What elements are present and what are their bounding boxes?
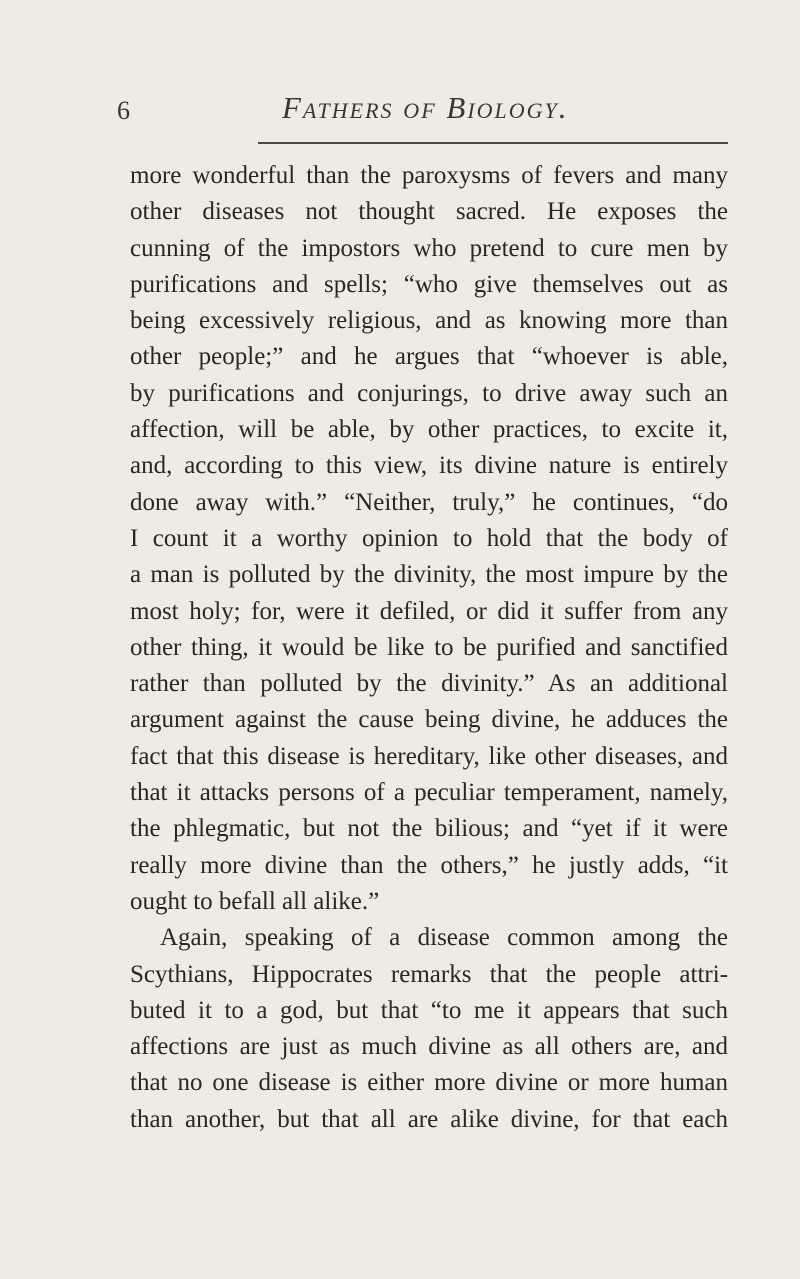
text-line: cunning of the impostors who pretend to cure men by	[130, 234, 728, 262]
text-line: most holy; for, were it defiled, or did it suffer from any	[130, 597, 728, 625]
body-text	[130, 158, 728, 1138]
text-line: purifications and spells; “who give themselves out as	[130, 270, 728, 298]
text-line: and, according to this view, its divine nature is entirely	[130, 452, 728, 480]
text-line: more wonderful than the paroxysms of fevers and many	[130, 162, 728, 189]
text-line: affection, will be able, by other practices, to excite it,	[130, 416, 728, 444]
text-line: that no one disease is either more divine or more human	[130, 1069, 728, 1097]
text-line: I count it a worthy opinion to hold that the body of	[130, 524, 728, 552]
text-line: the phlegmatic, but not the bilious; and “yet if it were	[130, 815, 728, 843]
text-line: that it attacks persons of a peculiar temperament, namely,	[130, 779, 728, 807]
text-line: Scythians, Hippocrates remarks that the people attri-	[130, 960, 728, 988]
running-head	[0, 88, 800, 128]
text-line: fact that this disease is hereditary, like other diseases, and	[130, 742, 728, 770]
text-line: done away with.” “Neither, truly,” he continues, “do	[130, 488, 728, 516]
running-title: Fathers of Biology.	[282, 90, 569, 125]
text-line: a man is polluted by the divinity, the most impure by the	[130, 561, 728, 589]
text-line: other diseases not thought sacred. He exposes the	[130, 198, 728, 226]
header-rule	[258, 142, 728, 144]
text-line: really more divine than the others,” he justly adds, “it	[130, 851, 728, 879]
paragraph-start-line: Again, speaking of a disease common among the	[160, 924, 728, 952]
text-line: buted it to a god, but that “to me it appears that such	[130, 996, 728, 1024]
text-line: other people;” and he argues that “whoever is able,	[130, 343, 728, 371]
text-line: being excessively religious, and as knowing more than	[130, 307, 728, 335]
text-line: affections are just as much divine as all others are, and	[130, 1033, 728, 1061]
text-line: by purifications and conjurings, to drive away such an	[130, 379, 728, 407]
text-line: than another, but that all are alike divine, for that each	[130, 1105, 728, 1133]
text-line: other thing, it would be like to be purified and sanctified	[130, 633, 728, 661]
text-line: rather than polluted by the divinity.” As an additional	[130, 670, 728, 698]
paragraph-end-line: ought to befall all alike.”	[130, 887, 380, 915]
page-number: 6	[117, 96, 130, 125]
text-line: argument against the cause being divine, he adduces the	[130, 706, 728, 734]
